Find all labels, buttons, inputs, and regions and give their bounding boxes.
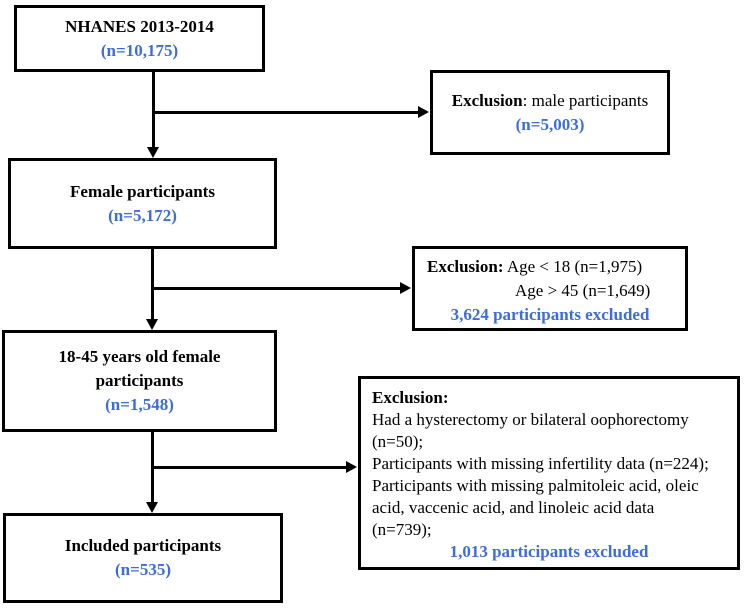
included-count: (n=535) [115, 560, 171, 579]
arrowhead-down-1-icon [147, 147, 159, 158]
female-count: (n=5,172) [108, 205, 177, 225]
arrowhead-right-3-icon [346, 461, 357, 473]
exclusion-age-text-1: Age < 18 (n=1,975) [506, 257, 643, 276]
arrowhead-down-2-icon [146, 319, 158, 330]
exclusion-final-line-1: Had a hysterectomy or bilateral oophorectomy [372, 410, 689, 429]
exclusion-final-line-3: Participants with missing infertility data (n=224); [372, 454, 709, 473]
connector-horizontal-3 [152, 466, 346, 469]
exclusion-age-excluded: 3,624 participants excluded [450, 305, 650, 324]
arrowhead-right-1-icon [418, 106, 429, 118]
exclusion-male-label: Exclusion [451, 90, 523, 110]
exclusion-final-excluded: 1,013 participants excluded [449, 542, 649, 561]
box-age-range-female [2, 330, 277, 432]
box-nhanes [14, 5, 265, 72]
connector-vertical-1 [152, 72, 155, 148]
box-exclusion-final [358, 376, 740, 570]
female-title: Female participants [70, 181, 215, 201]
connector-horizontal-2 [152, 287, 400, 290]
arrowhead-right-2-icon [400, 282, 411, 294]
exclusion-final-line-5: acid, vaccenic acid, and linoleic acid data [372, 498, 655, 517]
connector-vertical-2 [151, 249, 154, 319]
exclusion-final-line-4: Participants with missing palmitoleic acid, oleic [372, 476, 699, 495]
exclusion-final-label: Exclusion: [372, 388, 449, 407]
exclusion-age-line-2: Age > 45 (n=1,649) [515, 281, 651, 300]
age-range-female-count: (n=1,548) [105, 395, 174, 414]
exclusion-final-line-6: (n=739); [372, 520, 432, 539]
box-exclusion-male [430, 70, 670, 155]
nhanes-title: NHANES 2013-2014 [65, 16, 214, 36]
exclusion-age-line-1 [427, 255, 673, 279]
exclusion-male-line [452, 89, 648, 113]
arrowhead-down-3-icon [146, 502, 158, 513]
exclusion-age-label: Exclusion: [427, 257, 504, 276]
age-range-female-title: 18-45 years old female participants [58, 347, 221, 390]
included-title: Included participants [64, 536, 222, 555]
box-exclusion-age [412, 246, 688, 331]
exclusion-final-line-2: (n=50); [372, 432, 424, 451]
exclusion-male-text: : male participants [522, 90, 649, 110]
exclusion-male-count: (n=5,003) [515, 114, 585, 134]
connector-horizontal-1 [153, 111, 419, 114]
nhanes-count: (n=10,175) [100, 40, 179, 60]
box-included [3, 513, 283, 603]
box-female [8, 158, 277, 249]
